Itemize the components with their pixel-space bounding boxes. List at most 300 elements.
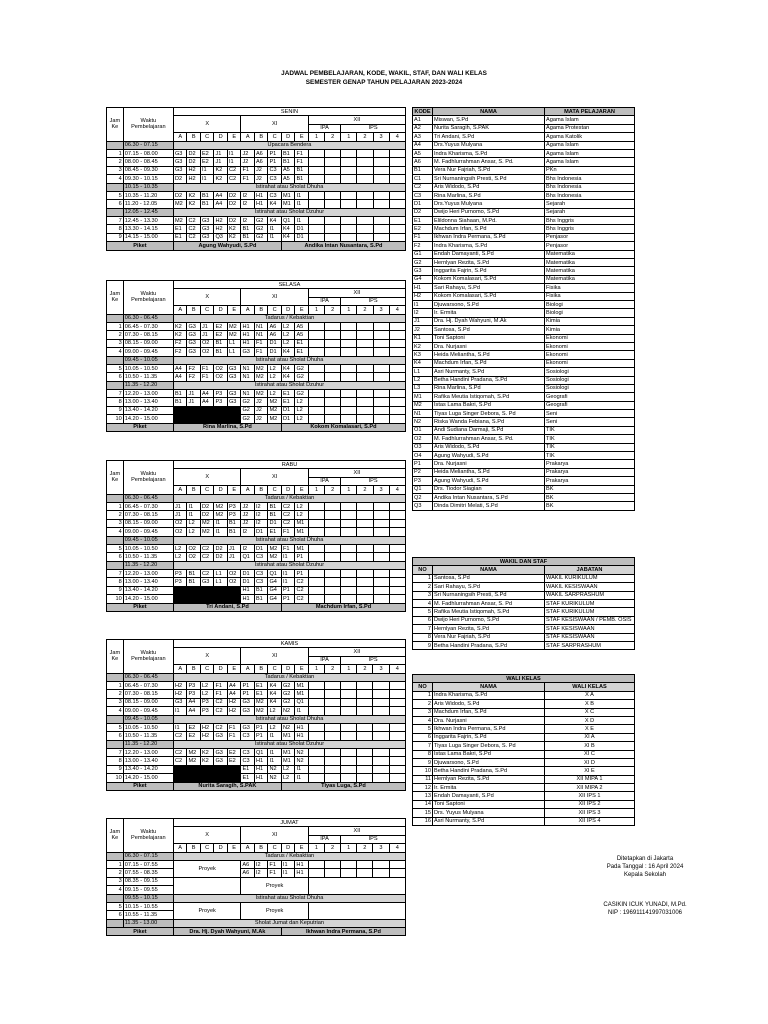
blocked-cell — [214, 765, 228, 773]
subject-code-cell — [341, 398, 357, 406]
subject-name: BK — [545, 485, 635, 493]
teacher-name: Vera Nur Fajriah, S.Pd — [433, 166, 545, 174]
period-time: 08.15 - 09.00 — [123, 698, 173, 706]
document-subtitle: SEMESTER GENAP TAHUN PELAJARAN 2023-2024 — [305, 79, 463, 86]
period-number: 3 — [107, 698, 124, 706]
column-header: MATA PELAJARAN — [545, 108, 635, 116]
period-row — [107, 390, 406, 398]
period-row — [107, 570, 406, 578]
subject-code-cell: K2 — [227, 225, 241, 233]
subject-code-cell: D2 — [200, 502, 214, 510]
period-number: 9 — [107, 406, 124, 414]
teacher-code-row — [413, 393, 635, 401]
break-label: Upacara Bendera — [173, 141, 405, 149]
subject-code-cell: N1 — [241, 373, 255, 381]
subject-code-cell: A6 — [241, 860, 255, 868]
subject-code-cell — [373, 681, 389, 689]
subject-code-cell — [373, 373, 389, 381]
wakil-title: WAKIL DAN STAF — [413, 558, 635, 566]
subject-code-cell: B1 — [254, 595, 268, 603]
subject-code-cell: I1 — [173, 707, 187, 715]
subject-code-cell — [389, 233, 405, 241]
subject-code-cell: J1 — [200, 331, 214, 339]
period-time: 09.55 - 10.15 — [123, 894, 173, 902]
subject-code-cell: D1 — [295, 233, 309, 241]
subject-code-cell — [308, 544, 324, 552]
subject-code-cell: N1 — [241, 390, 255, 398]
period-row — [107, 723, 406, 731]
break-label: Istirahat atau Sholat Dzuhur — [173, 740, 405, 748]
teacher-code: A2 — [413, 124, 433, 132]
teacher-name: Rina Marlina, S.Pd — [433, 384, 545, 392]
break-label: Istirahat atau Sholat Dzuhur — [173, 208, 405, 216]
period-number — [107, 561, 124, 569]
subject-code-cell: Q1 — [254, 749, 268, 757]
subject-code-cell: K2 — [173, 322, 187, 330]
subject-code-cell — [389, 373, 405, 381]
subject-code-cell — [373, 732, 389, 740]
subject-code-cell: J1 — [200, 322, 214, 330]
waktu-header — [123, 281, 173, 315]
class-name: X E — [545, 725, 635, 733]
subject-code-cell — [308, 339, 324, 347]
class-name: XII MIPA 2 — [545, 784, 635, 792]
subject-code-cell: M2 — [214, 511, 228, 519]
period-time: 10.50 - 11.35 — [123, 373, 173, 381]
subject-code-cell: E1 — [268, 528, 282, 536]
subject-code-cell — [357, 578, 373, 586]
subject-code-cell: P3 — [214, 398, 228, 406]
grade-x-header: X — [173, 289, 241, 306]
subject-code-cell: I1 — [281, 570, 295, 578]
teacher-code-row — [413, 208, 635, 216]
teacher-code: Q1 — [413, 485, 433, 493]
class-header: C — [200, 665, 214, 673]
blocked-cell — [214, 406, 228, 414]
subject-code-cell — [373, 595, 389, 603]
wali-kelas-table — [412, 674, 635, 826]
class-header: 3 — [373, 486, 389, 494]
teacher-name: Drs. Tiodor Siagian — [433, 485, 545, 493]
teacher-code: G2 — [413, 259, 433, 267]
teacher-name: Dra. Hj. Dyah Wahyuni, M.Ak — [433, 317, 545, 325]
subject-code-cell: M2 — [268, 415, 282, 423]
period-number — [107, 208, 124, 216]
period-number — [107, 141, 124, 149]
subject-code-cell — [341, 544, 357, 552]
teacher-code-row — [413, 418, 635, 426]
subject-code-cell: L2 — [187, 519, 201, 527]
subject-code-cell: D2 — [227, 191, 241, 199]
person-name: Ikhwan Indra Permana, S.Pd — [433, 725, 545, 733]
person-name: Sari Rahayu, S.Pd — [433, 583, 545, 591]
subject-code-cell: D2 — [227, 217, 241, 225]
subject-code-cell: K4 — [281, 364, 295, 372]
teacher-code-row — [413, 485, 635, 493]
period-time: 10.05 - 10.50 — [123, 364, 173, 372]
subject-code-cell: C3 — [268, 191, 282, 199]
teacher-code: D2 — [413, 208, 433, 216]
period-row — [107, 200, 406, 208]
period-number: 6 — [107, 553, 124, 561]
subject-name: Fisika — [545, 292, 635, 300]
piket-row — [107, 423, 406, 431]
class-header: E — [227, 844, 241, 852]
grade-xi-header: XI — [241, 827, 309, 844]
subject-code-cell: L2 — [268, 390, 282, 398]
subject-code-cell — [308, 502, 324, 510]
teacher-name: Heida Meliantha, S.Pd — [433, 468, 545, 476]
subject-code-cell: M2 — [254, 707, 268, 715]
teacher-name: Miswan, S.Pd — [433, 116, 545, 124]
class-header: A — [173, 665, 187, 673]
subject-code-cell — [308, 570, 324, 578]
subject-code-cell: A4 — [200, 390, 214, 398]
subject-name: PKn — [545, 166, 635, 174]
teacher-code: O4 — [413, 452, 433, 460]
subject-code-cell: D2 — [227, 200, 241, 208]
subject-code-cell — [308, 149, 324, 157]
period-row — [107, 191, 406, 199]
subject-code-cell: C3 — [254, 553, 268, 561]
break-label: Tadarus / Kebaktian — [173, 852, 405, 860]
subject-code-cell — [341, 749, 357, 757]
subject-code-cell — [325, 553, 341, 561]
subject-code-cell — [341, 406, 357, 414]
class-header: A — [173, 133, 187, 141]
teacher-name: Andika Intan Nusantara, S.Pd — [433, 493, 545, 501]
subject-code-cell — [308, 322, 324, 330]
class-header: D — [281, 133, 295, 141]
subject-code-cell: H1 — [241, 595, 255, 603]
subject-code-cell: K4 — [268, 690, 282, 698]
subject-code-cell — [373, 398, 389, 406]
subject-code-cell — [389, 502, 405, 510]
wakil-header-row — [413, 566, 635, 574]
teacher-name: M. Fadhlurrahman Ansar, S. Pd. — [433, 435, 545, 443]
subject-code-cell: I1 — [281, 553, 295, 561]
subject-code-cell: M2 — [254, 698, 268, 706]
class-header: D — [214, 486, 228, 494]
blocked-cell — [173, 406, 187, 414]
subject-code-cell — [341, 322, 357, 330]
subject-code-cell: F1 — [214, 690, 228, 698]
period-row — [107, 595, 406, 603]
class-header: B — [254, 486, 268, 494]
teacher-code-row — [413, 468, 635, 476]
grade-x-header: X — [173, 116, 241, 133]
subject-code-cell: L2 — [281, 322, 295, 330]
period-row — [107, 698, 406, 706]
subject-code-cell: O2 — [227, 578, 241, 586]
subject-code-cell — [389, 217, 405, 225]
teacher-code-row — [413, 443, 635, 451]
subject-code-cell — [341, 698, 357, 706]
position-name: STAF KESISWAAN — [545, 633, 635, 641]
subject-code-cell — [325, 191, 341, 199]
day-name: JUMAT — [173, 819, 405, 827]
subject-code-cell: F2 — [187, 373, 201, 381]
subject-code-cell: J2 — [254, 398, 268, 406]
subject-code-cell: H2 — [214, 225, 228, 233]
period-number: 4 — [107, 348, 124, 356]
teacher-name: Kokom Komalasari, S.Pd — [433, 292, 545, 300]
subject-code-cell: C3 — [268, 166, 282, 174]
class-header: C — [268, 133, 282, 141]
period-row — [107, 553, 406, 561]
subject-code-cell: O2 — [173, 528, 187, 536]
teacher-code-row — [413, 191, 635, 199]
subject-code-cell: F1 — [295, 158, 309, 166]
person-name: Machdum Irfan, S.Pd — [433, 708, 545, 716]
column-header: KODE — [414, 108, 431, 115]
subject-code-cell — [373, 390, 389, 398]
subject-code-cell: L2 — [281, 331, 295, 339]
subject-code-cell — [341, 166, 357, 174]
blocked-cell — [187, 586, 201, 594]
break-label: Tadarus / Kebaktian — [173, 673, 405, 681]
teacher-code-row — [413, 493, 635, 501]
subject-code-cell: D1 — [295, 225, 309, 233]
subject-code-cell — [389, 774, 405, 782]
subject-code-cell: E1 — [241, 765, 255, 773]
teacher-name: Djuwarsono, S.Pd — [433, 300, 545, 308]
subject-name: BK — [545, 502, 635, 510]
subject-code-cell: B1 — [227, 528, 241, 536]
subject-code-cell — [341, 364, 357, 372]
teacher-code: J2 — [413, 326, 433, 334]
subject-code-cell — [325, 707, 341, 715]
subject-code-cell: L2 — [200, 681, 214, 689]
class-header: 1 — [341, 844, 357, 852]
period-row — [107, 217, 406, 225]
subject-code-cell: H2 — [227, 707, 241, 715]
person-name: M. Fadhlurrahman Ansar, S. Pd — [433, 599, 545, 607]
subject-code-cell: C3 — [254, 578, 268, 586]
subject-code-cell — [389, 578, 405, 586]
wali-row — [413, 792, 635, 800]
class-header: 1 — [308, 133, 324, 141]
teacher-name: Rina Marlina, S.Pd — [433, 191, 545, 199]
subject-code-cell — [325, 390, 341, 398]
period-row — [107, 902, 406, 910]
teacher-code: A6 — [413, 158, 433, 166]
subject-code-cell — [341, 200, 357, 208]
teacher-code: A3 — [413, 133, 433, 141]
subject-name: Agama Islam — [545, 141, 635, 149]
subject-code-cell: K4 — [268, 217, 282, 225]
teacher-code-table — [412, 107, 635, 511]
blocked-cell — [173, 586, 187, 594]
subject-code-cell: C3 — [241, 732, 255, 740]
subject-code-cell: D1 — [241, 578, 255, 586]
subject-name: Ekonomi — [545, 334, 635, 342]
period-number: 7 — [107, 570, 124, 578]
subject-code-cell: M2 — [268, 398, 282, 406]
subject-code-cell: A5 — [281, 166, 295, 174]
column-header: JABATAN — [545, 566, 635, 574]
jam-ke-header — [107, 640, 124, 674]
subject-code-cell — [373, 200, 389, 208]
subject-code-cell: M2 — [187, 749, 201, 757]
class-header: 2 — [357, 486, 373, 494]
subject-code-cell: G3 — [187, 331, 201, 339]
subject-code-cell: H1 — [241, 586, 255, 594]
subject-code-cell: C2 — [281, 519, 295, 527]
period-number: 4 — [107, 528, 124, 536]
row-number: 6 — [413, 616, 433, 624]
subject-code-cell: J2 — [254, 415, 268, 423]
day-name: RABU — [173, 461, 405, 469]
teacher-code: A5 — [413, 149, 433, 157]
period-time: 07.55 - 08.35 — [123, 869, 173, 877]
subject-code-cell — [373, 519, 389, 527]
class-header: A — [173, 844, 187, 852]
period-number — [107, 894, 124, 902]
subject-code-cell — [308, 732, 324, 740]
class-header: C — [268, 844, 282, 852]
ipa-header: IPA — [308, 835, 340, 843]
schedule-selasa — [106, 280, 406, 432]
period-number: 2 — [107, 331, 124, 339]
teacher-name: M. Fadhlurrahman Ansar, S. Pd. — [433, 158, 545, 166]
blocked-cell — [200, 774, 214, 782]
subject-code-cell — [308, 681, 324, 689]
period-time: 13.40 - 14.20 — [123, 406, 173, 414]
teacher-name: Dra. Nurjasni — [433, 342, 545, 350]
period-number: 3 — [107, 166, 124, 174]
period-time: 06.45 - 07.30 — [123, 322, 173, 330]
subject-name: Kimia — [545, 326, 635, 334]
subject-code-cell: G2 — [295, 364, 309, 372]
break-row — [107, 356, 406, 364]
subject-code-cell — [389, 166, 405, 174]
subject-code-cell — [341, 415, 357, 423]
subject-code-cell: D2 — [173, 175, 187, 183]
period-row — [107, 732, 406, 740]
class-header: 3 — [373, 133, 389, 141]
subject-code-cell — [308, 200, 324, 208]
row-number: 2 — [413, 583, 433, 591]
period-time: 11.35 - 12.20 — [123, 381, 173, 389]
subject-code-cell: B1 — [241, 233, 255, 241]
period-number: 7 — [107, 749, 124, 757]
subject-code-cell — [357, 774, 373, 782]
blocked-cell — [214, 595, 228, 603]
period-time: 12.20 - 13.00 — [123, 570, 173, 578]
subject-code-cell — [325, 570, 341, 578]
subject-code-cell: B1 — [281, 149, 295, 157]
class-header: A — [241, 844, 255, 852]
subject-code-cell: I1 — [200, 166, 214, 174]
class-header: D — [214, 844, 228, 852]
subject-code-cell — [373, 322, 389, 330]
subject-code-cell — [357, 225, 373, 233]
subject-code-cell: L2 — [295, 502, 309, 510]
subject-code-cell: G2 — [295, 390, 309, 398]
day-header-row — [107, 281, 406, 289]
class-header: A — [241, 306, 255, 314]
class-name: XI D — [545, 758, 635, 766]
class-header: E — [227, 133, 241, 141]
period-number: 1 — [107, 860, 124, 868]
wali-row — [413, 708, 635, 716]
row-number: 1 — [413, 691, 433, 699]
subject-code-cell: G3 — [173, 698, 187, 706]
subject-code-cell: F2 — [187, 364, 201, 372]
subject-code-cell: D2 — [173, 191, 187, 199]
subject-code-cell — [389, 191, 405, 199]
subject-code-cell — [325, 166, 341, 174]
subject-code-cell: I2 — [241, 217, 255, 225]
class-header: 1 — [308, 486, 324, 494]
subject-code-cell — [341, 149, 357, 157]
proyek-block: Proyek — [241, 902, 309, 919]
subject-code-cell: F1 — [214, 681, 228, 689]
subject-code-cell: A6 — [254, 149, 268, 157]
subject-code-cell: E2 — [200, 149, 214, 157]
period-time: 14.15 - 15.00 — [123, 233, 173, 241]
blocked-cell — [187, 406, 201, 414]
waktu-label: Waktu Pembelajaran — [131, 118, 166, 131]
subject-code-cell: I2 — [241, 191, 255, 199]
teacher-code-row — [413, 284, 635, 292]
blocked-cell — [187, 595, 201, 603]
day-name: SELASA — [173, 281, 405, 289]
subject-code-cell — [325, 519, 341, 527]
subject-code-cell: C2 — [295, 578, 309, 586]
period-number: 3 — [107, 339, 124, 347]
subject-code-cell: I2 — [241, 528, 255, 536]
subject-code-cell: G2 — [254, 217, 268, 225]
wali-row — [413, 784, 635, 792]
subject-code-cell — [308, 225, 324, 233]
subject-code-cell — [389, 544, 405, 552]
subject-code-cell: I1 — [281, 860, 295, 868]
row-number: 16 — [413, 817, 433, 825]
subject-code-cell: L2 — [173, 544, 187, 552]
teacher-code: E2 — [413, 225, 433, 233]
position-name: STAF SARPRASHUM — [545, 641, 635, 649]
class-name: X C — [545, 708, 635, 716]
subject-code-cell — [341, 707, 357, 715]
waktu-label: Waktu Pembelajaran — [131, 829, 166, 842]
teacher-name: Ikhwan Indra Permana, S.Pd — [433, 233, 545, 241]
class-header: 4 — [389, 306, 405, 314]
subject-code-cell: B1 — [268, 502, 282, 510]
subject-code-cell: I1 — [200, 175, 214, 183]
person-name: Sri Nurnaningsih Presti, S.Pd — [433, 591, 545, 599]
subject-code-cell: F1 — [281, 544, 295, 552]
class-header: D — [281, 665, 295, 673]
wali-row — [413, 800, 635, 808]
period-number: 1 — [107, 322, 124, 330]
subject-code-cell — [357, 166, 373, 174]
piket-teacher-b: Machdum Irfan, S.Pd — [281, 603, 405, 611]
period-time: 06.45 - 07.30 — [123, 681, 173, 689]
subject-code-cell — [389, 757, 405, 765]
period-number: 6 — [107, 911, 124, 919]
subject-code-cell: O2 — [214, 373, 228, 381]
teacher-code: D1 — [413, 200, 433, 208]
subject-code-cell — [357, 586, 373, 594]
subject-code-cell — [389, 519, 405, 527]
subject-code-cell: B1 — [227, 519, 241, 527]
break-label: Istirahat atau Sholat Dzuhur — [173, 381, 405, 389]
subject-code-cell — [357, 544, 373, 552]
teacher-name: Agung Wahyudi, S.Pd — [433, 477, 545, 485]
subject-code-cell: C2 — [281, 502, 295, 510]
